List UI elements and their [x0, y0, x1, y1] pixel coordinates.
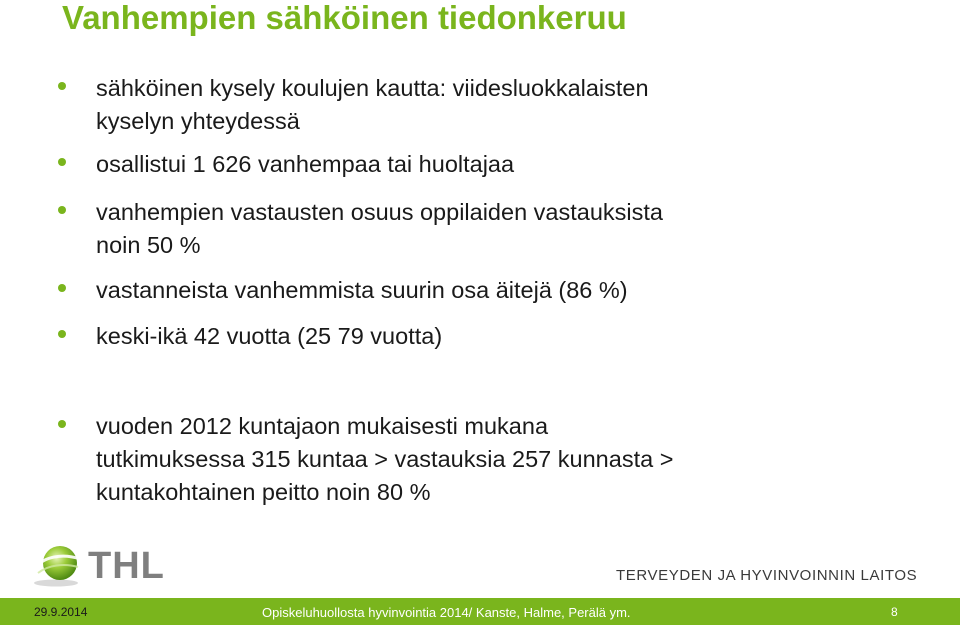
bullet-text: vastanneista vanhemmista suurin osa äitejä (86 %): [96, 277, 628, 303]
bullet-dot-icon: [58, 420, 66, 428]
bullet-dot-icon: [58, 284, 66, 292]
page-number: 8: [891, 605, 898, 619]
organization-name: TERVEYDEN JA HYVINVOINNIN LAITOS: [616, 567, 918, 584]
list-item: [58, 72, 896, 138]
list-item: [58, 196, 896, 262]
bullet-text: vuoden 2012 kuntajaon mukaisesti mukana tutkimuksessa 315 kuntaa > vastauksia 257 kunnasta > kuntakohtainen peitto noin 80 %: [96, 413, 674, 505]
bullet-dot-icon: [58, 158, 66, 166]
slide-title: Vanhempien sähköinen tiedonkeruu: [62, 0, 627, 36]
list-item: [58, 320, 896, 353]
list-item: [58, 274, 896, 307]
bullet-dot-icon: [58, 82, 66, 90]
footer-date: 29.9.2014: [34, 605, 88, 619]
bullet-text: sähköinen kysely koulujen kautta: viidesluokkalaisten kyselyn yhteydessä: [96, 75, 649, 134]
list-item: [58, 410, 896, 509]
footer-source: Opiskeluhuollosta hyvinvointia 2014/ Kanste, Halme, Perälä ym.: [262, 605, 631, 620]
bullet-text: keski-ikä 42 vuotta (25 79 vuotta): [96, 323, 443, 349]
list-item: [58, 148, 896, 181]
logo-text: THL: [88, 545, 165, 587]
bullet-dot-icon: [58, 206, 66, 214]
bullet-text: osallistui 1 626 vanhempaa tai huoltajaa: [96, 151, 515, 177]
bullet-dot-icon: [58, 330, 66, 338]
bullet-text: vanhempien vastausten osuus oppilaiden vastauksista noin 50 %: [96, 199, 663, 258]
